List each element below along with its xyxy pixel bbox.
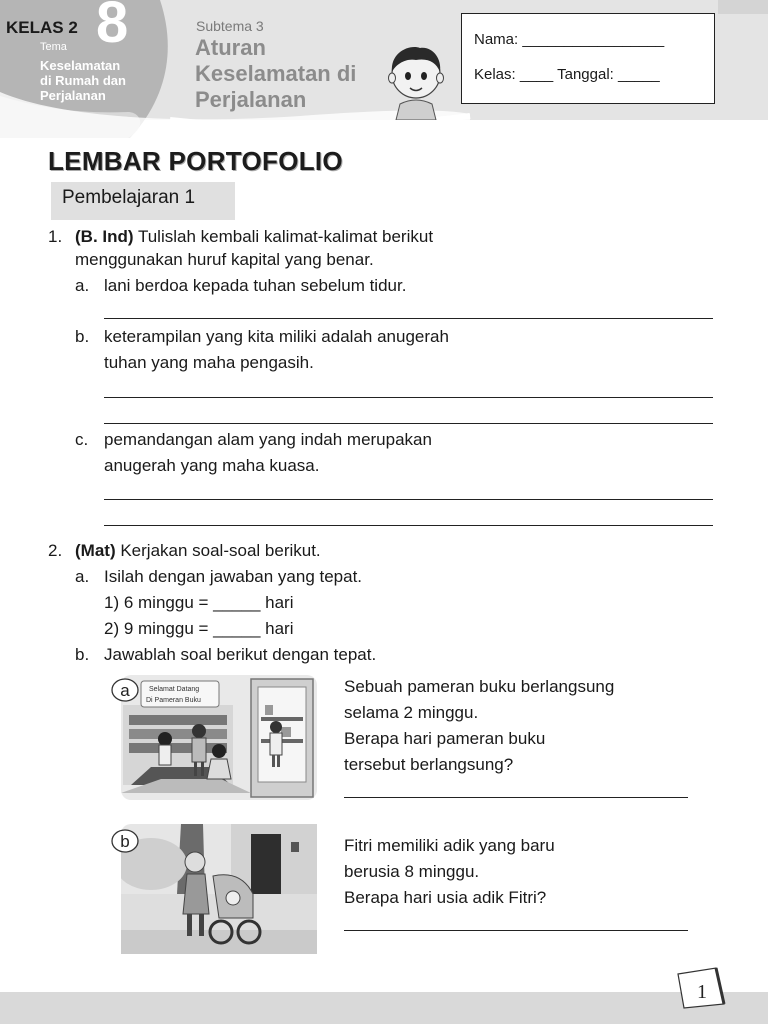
item-label: a.: [75, 567, 90, 586]
story-b-line: Fitri memiliki adik yang baru: [344, 836, 555, 855]
answer-line[interactable]: [104, 423, 713, 424]
subtitle: Pembelajaran 1: [62, 187, 196, 208]
sentence-b: keterampilan yang kita miliki adalah anugerah: [104, 327, 449, 346]
student-info-box: [461, 13, 715, 104]
answer-line[interactable]: [344, 797, 688, 798]
sign-text: Di Pameran Buku: [146, 697, 201, 704]
story-b-line: Berapa hari usia adik Fitri?: [344, 888, 547, 907]
instruction-b: Jawablah soal berikut dengan tepat.: [104, 645, 377, 664]
page-number-tab: [672, 964, 732, 1010]
tema-title-line: di Rumah dan: [40, 73, 126, 88]
math-item[interactable]: 1) 6 minggu = _____ hari: [104, 593, 294, 612]
tema-number: 8: [96, 0, 129, 55]
sentence-c-cont: anugerah yang maha kuasa.: [104, 456, 320, 475]
question-2-text: [75, 541, 321, 561]
item-label: b.: [75, 327, 90, 346]
answer-line[interactable]: [104, 499, 713, 500]
sentence-c: pemandangan alam yang indah merupakan: [104, 430, 432, 449]
page-title: LEMBAR PORTOFOLIO: [48, 146, 343, 176]
tema-title-line: Keselamatan: [40, 58, 121, 73]
tema-title: [40, 58, 160, 103]
item-label: c.: [75, 430, 89, 449]
page-number: 1: [697, 981, 707, 1003]
story-a-line: Berapa hari pameran buku: [344, 729, 546, 748]
subtema-label: Subtema 3: [196, 18, 264, 34]
subject-label: (Mat): [75, 541, 116, 560]
answer-line[interactable]: [104, 318, 713, 319]
sentence-a: lani berdoa kepada tuhan sebelum tidur.: [104, 276, 407, 295]
subtema-title-line: Perjalanan: [195, 87, 307, 112]
item-label: b.: [75, 645, 90, 664]
question-text: menggunakan huruf kapital yang benar.: [75, 250, 374, 269]
answer-line[interactable]: [344, 930, 688, 931]
label-b: b: [120, 832, 130, 851]
subject-label: (B. Ind): [75, 227, 134, 246]
math-item[interactable]: 2) 9 minggu = _____ hari: [104, 619, 294, 638]
sign-text: Selamat Datang: [149, 686, 200, 693]
item-label: a.: [75, 276, 90, 295]
story-a-line: selama 2 minggu.: [344, 703, 479, 722]
subtema-title-line: Keselamatan di: [195, 61, 357, 86]
question-text: Tulislah kembali kalimat-kalimat berikut: [133, 227, 434, 246]
question-number: 1.: [48, 227, 63, 246]
question-text: Kerjakan soal-soal berikut.: [115, 541, 321, 560]
answer-line[interactable]: [104, 397, 713, 398]
subtema-title-line: Aturan: [195, 35, 266, 60]
tema-title-line: Perjalanan: [40, 88, 106, 103]
boy-illustration: [380, 38, 452, 120]
kelas-tanggal-field[interactable]: Kelas: ____ Tanggal: _____: [474, 66, 660, 83]
label-b-badge: [110, 826, 140, 856]
footer-bar: [0, 992, 768, 1024]
kelas-label: KELAS 2: [6, 18, 78, 37]
story-b-line: berusia 8 minggu.: [344, 862, 480, 881]
answer-line[interactable]: [104, 525, 713, 526]
question-number: 2.: [48, 541, 63, 560]
label-a-badge: [110, 675, 140, 705]
instruction-a: Isilah dengan jawaban yang tepat.: [104, 567, 363, 586]
question-1-text: [75, 227, 433, 247]
tema-label: Tema: [40, 41, 67, 53]
nama-field[interactable]: Nama: _________________: [474, 31, 665, 48]
story-a-line: tersebut berlangsung?: [344, 755, 514, 774]
stroller-illustration: [121, 824, 317, 954]
book-fair-illustration: [121, 675, 317, 800]
subtema-title: [195, 35, 356, 113]
label-a: a: [120, 681, 130, 700]
sentence-b-cont: tuhan yang maha pengasih.: [104, 353, 314, 372]
story-a-line: Sebuah pameran buku berlangsung: [344, 677, 615, 696]
